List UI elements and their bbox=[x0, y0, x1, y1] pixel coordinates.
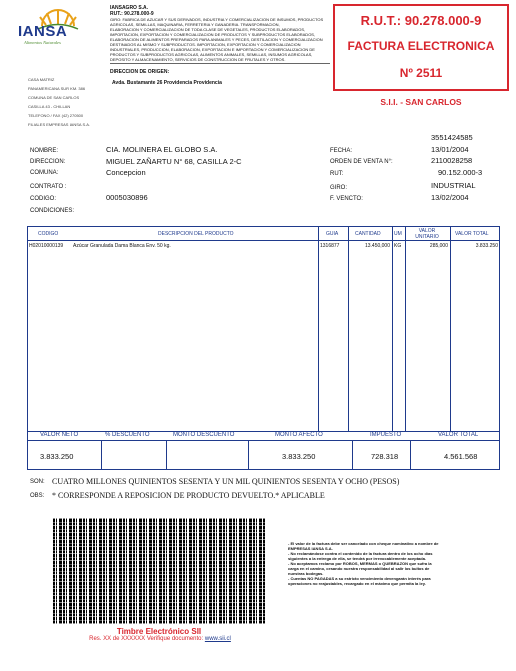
observations: * CORRESPONDE A REPOSICION DE PRODUCTO DEVUELTO.* APLICABLE bbox=[52, 491, 325, 500]
note-line: - No reclamándose contra el contenido de la factura dentro de los ocho días bbox=[288, 551, 433, 556]
due-date: 13/02/2004 bbox=[431, 193, 469, 202]
business-line: AGRICOLAS, SEMILLAS, MAQUINARIA, FERRETERIA Y GANADERIA. TRANSFORMACION, bbox=[110, 22, 280, 27]
totals-header-affected: MONTO AFECTO bbox=[275, 432, 323, 438]
col-header-um: UM bbox=[394, 231, 402, 237]
header-divider bbox=[110, 63, 330, 64]
business-line: GIRO: FABRICA DE AZUCAR Y SUS DERIVADOS, INDUSTRIA Y COMERCIALIZACION DE INSUMOS, PRODUCTOS bbox=[110, 17, 324, 22]
business-line: INDUSTRIALES, PRODUCCION, ELABORACION, EXPORTACION E IMPORTACION Y COMERCIALIZACION DE bbox=[110, 47, 315, 52]
business-line: ELABORACION DE ALIMENTOS PREPARADOS PARA ANIMALES Y PECES, DESTILACION Y COMERCIALIZACION bbox=[110, 37, 323, 42]
col-header-guide: GUIA bbox=[326, 231, 339, 237]
sii-office: S.I.I. - SAN CARLOS bbox=[380, 97, 462, 107]
col-divider bbox=[392, 226, 393, 431]
branch-line: FILIALES EMPRESAS IANSA S.A. bbox=[28, 122, 91, 127]
tax-value: 728.318 bbox=[371, 452, 399, 461]
total-value: 4.561.568 bbox=[444, 452, 478, 461]
col-header-quantity: CANTIDAD bbox=[355, 231, 381, 237]
customer-name: CIA. MOLINERA EL GLOBO S.A. bbox=[106, 145, 218, 154]
document-type: FACTURA ELECTRONICA bbox=[347, 39, 495, 53]
label-address: DIRECCION: bbox=[30, 159, 66, 165]
affected-value: 3.833.250 bbox=[282, 452, 316, 461]
stamp-caption bbox=[40, 636, 280, 642]
origin-address: Avda. Bustamante 26 Providencia Providencia bbox=[112, 80, 222, 86]
customer-giro: INDUSTRIAL bbox=[431, 181, 476, 190]
amount-in-words: CUATRO MILLONES QUINIENTOS SESENTA Y UN MIL QUINIENTOS SESENTA Y OCHO (PESOS) bbox=[52, 477, 400, 486]
obs-label: OBS: bbox=[30, 493, 45, 499]
stamp-title: Timbre Electrónico SII bbox=[116, 627, 202, 636]
rut-box bbox=[333, 4, 509, 91]
col-divider bbox=[318, 226, 319, 431]
origin-label: DIRECCION DE ORIGEN: bbox=[110, 69, 170, 75]
note-line: carga en el camino, cesando nuestra responsabilidad al salir los bultos de bbox=[288, 566, 430, 571]
row-um: KG bbox=[394, 243, 402, 249]
items-table bbox=[27, 226, 500, 470]
sii-link[interactable]: www.sii.cl bbox=[204, 636, 231, 642]
label-commune: COMUNA: bbox=[30, 170, 59, 176]
note-line: siguientes a la entrega de ella, se tendrá por irrevocablemente aceptada. bbox=[288, 556, 427, 561]
label-due: F. VENCTO: bbox=[330, 196, 363, 202]
business-line: DEPOSITO Y ALMACENAMIENTO, SERVICIOS DE CONSTRUCCION DE FRUTALES Y OTROS. bbox=[110, 57, 286, 62]
totals-header-tax: IMPUESTO bbox=[370, 432, 402, 438]
net-value: 3.833.250 bbox=[40, 452, 74, 461]
pdf417-barcode bbox=[53, 518, 265, 624]
col-divider bbox=[450, 226, 451, 431]
rut-box-rut: R.U.T.: 90.278.000-9 bbox=[360, 13, 482, 28]
note-line: nuestras bodegas. bbox=[288, 571, 324, 576]
invoice-date: 13/01/2004 bbox=[431, 145, 469, 154]
col-divider bbox=[348, 226, 349, 431]
row-total: 3.833.250 bbox=[475, 243, 498, 249]
totals-header-net: VALOR NETO bbox=[40, 432, 79, 438]
sales-order: 2110028258 bbox=[431, 156, 473, 165]
customer-address: MIGUEL ZAÑARTU N° 68, CASILLA 2-C bbox=[106, 157, 242, 166]
col-header-code: CODIGO bbox=[38, 231, 59, 237]
col-header-unit-value: VALOR UNITARIO bbox=[415, 228, 439, 240]
col-divider bbox=[405, 226, 406, 431]
payment-notes bbox=[288, 541, 506, 586]
totals-divider bbox=[352, 440, 353, 470]
note-line: EMPRESAS IANSA S.A. bbox=[288, 546, 333, 551]
business-line: ELABORACION Y COMERCIALIZACION DE TODA CLASE DE VEGETALES, PRODUCTOS ELABORADOS, bbox=[110, 27, 306, 32]
branch-line: CASILLA 43 - CHILLAN bbox=[28, 104, 71, 109]
logo-wordmark: IANSA bbox=[18, 23, 68, 40]
totals-header-discount-pct: % DESCUENTO bbox=[105, 432, 150, 438]
items-header-divider bbox=[27, 240, 500, 241]
son-label: SON: bbox=[30, 479, 45, 485]
customer-rut: 90.152.000-3 bbox=[438, 168, 483, 177]
row-code: H02010000139 bbox=[29, 243, 64, 249]
totals-header-discount-amount: MONTO DESCUENTO bbox=[173, 432, 235, 438]
totals-header-line bbox=[27, 440, 500, 441]
branch-line: COMUNA DE SAN CARLOS bbox=[28, 95, 80, 100]
label-code: CODIGO: bbox=[30, 196, 57, 202]
label-rut: RUT: bbox=[330, 171, 344, 177]
col-header-total: VALOR TOTAL bbox=[455, 231, 489, 237]
note-line: - No aceptamos reclamo por ROBOS, MERMAS o QUEBRAZON que sufra la bbox=[288, 561, 432, 566]
totals-divider bbox=[101, 440, 102, 470]
branch-line: CASA MATRIZ bbox=[28, 77, 55, 82]
business-line: DESTINADOS AL MISMO Y SUBPRODUCTOS. IMPORTACION, EXPORTACION Y COMERCIALIZACION bbox=[110, 42, 301, 47]
label-giro: GIRO: bbox=[330, 185, 348, 191]
col-header-description: DESCRIPCION DEL PRODUCTO bbox=[158, 231, 234, 237]
totals-divider bbox=[410, 440, 411, 470]
note-line: operaciones no reajustables, recargado en el máximo que permita la ley. bbox=[288, 581, 426, 586]
branch-info bbox=[28, 77, 108, 131]
totals-divider bbox=[248, 440, 249, 470]
note-line: - El valor de la factura debe ser cancelado con cheque nominativo a nombre de bbox=[288, 541, 439, 546]
business-line: PRODUCTOS Y SUBPRODUCTOS AGRICOLAS, ALIMENTOS ANIMALES, SEMILLAS, INSUMOS AGRICOLAS, bbox=[110, 52, 313, 57]
issuer-name: IANSAGRO S.A. bbox=[110, 5, 149, 11]
customer-code: 0005030896 bbox=[106, 193, 148, 202]
branch-line: TELEFONO / FAX (42) 270500 bbox=[28, 113, 84, 118]
stamp-caption-text: Res. XX de XXXXXX Verifique documento: bbox=[89, 636, 205, 642]
row-guide: 1316877 bbox=[320, 243, 340, 249]
document-number: Nº 2511 bbox=[399, 66, 443, 80]
customer-commune: Concepcion bbox=[106, 168, 146, 177]
branch-line: PANAMERICANA SUR KM. 386 bbox=[28, 86, 86, 91]
logo-tagline: Alimentos Naturales bbox=[24, 40, 61, 45]
row-unit-value: 285,000 bbox=[429, 243, 448, 249]
label-order: ORDEN DE VENTA N°: bbox=[330, 159, 393, 165]
business-line: IMPORTACION, EXPORTACION Y COMERCIALIZACION DE PRODUCTOS Y SUBPRODUCTOS ELABORADOS, bbox=[110, 32, 316, 37]
label-conditions: CONDICIONES: bbox=[30, 208, 75, 214]
note-line: - Cuentas NO PAGADAS a su estricto vencimiento devengarán interés para bbox=[288, 576, 431, 581]
label-name: NOMBRE: bbox=[30, 148, 59, 154]
issuer-rut: RUT.: 90.278.000-9 bbox=[110, 11, 154, 17]
totals-header-total: VALOR TOTAL bbox=[438, 432, 479, 438]
label-date: FECHA: bbox=[330, 148, 353, 154]
row-description: Azúcar Granulada Dama Blanca Env. 50 kg. bbox=[73, 243, 171, 249]
issuer-business-lines bbox=[110, 17, 332, 62]
totals-divider bbox=[166, 440, 167, 470]
row-quantity: 13.450,000 bbox=[364, 243, 390, 249]
totals-top-line bbox=[27, 431, 500, 432]
reference-number: 3551424585 bbox=[431, 133, 473, 142]
label-contract: CONTRATO : bbox=[30, 184, 67, 190]
